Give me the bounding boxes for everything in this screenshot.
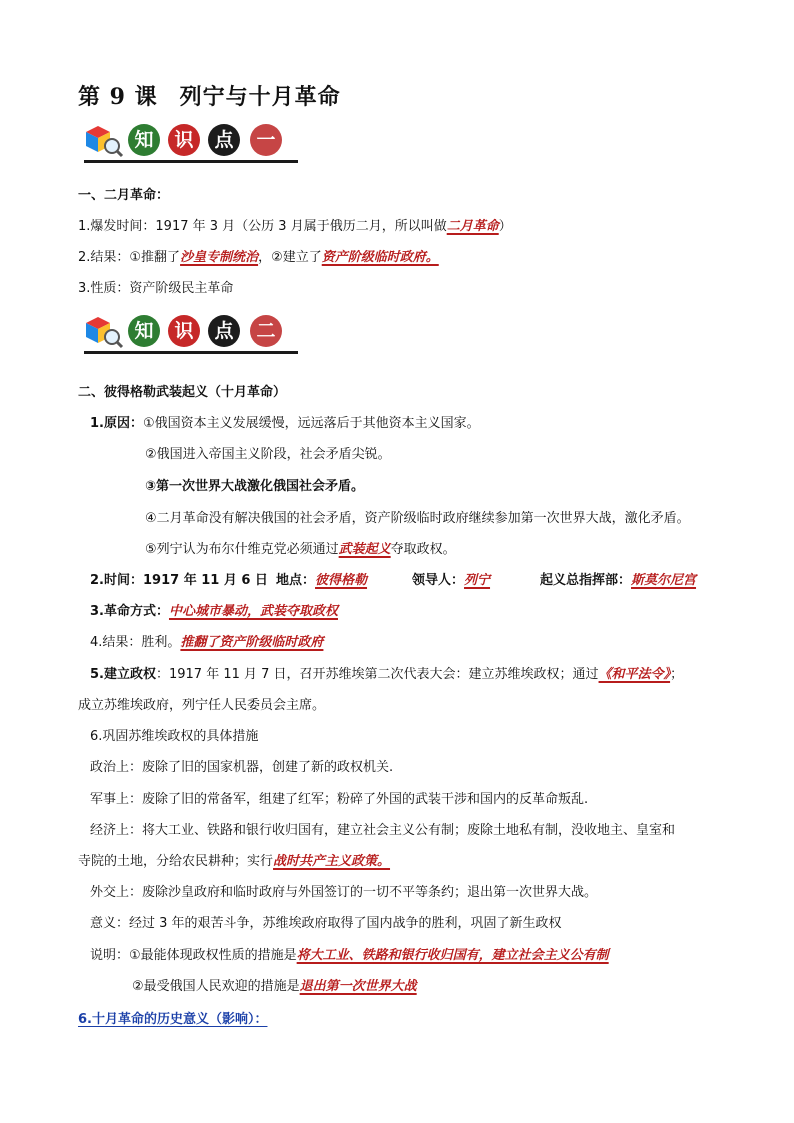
key-term: 推翻了资产阶级临时政府 xyxy=(180,635,324,650)
cause-line-4: ④二月革命没有解决俄国的社会矛盾，资产阶级临时政府继续参加第一次世界大战，激化矛盾。 xyxy=(145,511,690,526)
key-term: 斯莫尔尼宫 xyxy=(631,573,697,588)
measure-military: 军事上：废除了旧的常备军，组建了红军；粉碎了外国的武装干涉和国内的反革命叛乱. xyxy=(90,792,589,807)
time-item: 2.时间：1917 年 11 月 6 日 xyxy=(90,573,268,588)
key-term: 战时共产主义政策。 xyxy=(273,854,391,869)
place-item: 地点：彼得格勒 xyxy=(276,573,368,588)
section-3-heading: 6.十月革命的历史意义（影响）： xyxy=(78,1012,268,1027)
measure-economy-2: 寺院的土地，分给农民耕种；实行战时共产主义政策。 xyxy=(78,854,391,869)
banner-char-dian: 点 xyxy=(208,124,240,156)
key-term: 武装起义 xyxy=(338,542,391,557)
banner-char-zhi: 知 xyxy=(128,124,160,156)
banner-number-two: 二 xyxy=(250,315,282,347)
regime-line-1: 5.建立政权：1917 年 11 月 7 日，召开苏维埃第二次代表大会：建立苏维埃政权；通过《和平法令》； xyxy=(90,667,684,682)
banner-rule xyxy=(84,160,298,163)
key-term: 沙皇专制统治 xyxy=(180,250,259,265)
page-title xyxy=(78,80,341,111)
knowledge-point-banner-2 xyxy=(82,313,302,351)
cause-line-2: ②俄国进入帝国主义阶段，社会矛盾尖锐。 xyxy=(145,447,391,462)
note-line-1: 说明：①最能体现政权性质的措施是将大工业、铁路和银行收归国有，建立社会主义公有制 xyxy=(90,948,609,963)
section-1-heading: 一、二月革命： xyxy=(78,188,170,203)
cube-magnifier-icon xyxy=(82,313,126,349)
measure-politics: 政治上：废除了旧的国家机器，创建了新的政权机关. xyxy=(90,760,394,775)
key-term: 《和平法令》 xyxy=(598,667,671,682)
banner-number-one: 一 xyxy=(250,124,282,156)
key-term: 退出第一次世界大战 xyxy=(299,979,417,994)
key-term: 资产阶级临时政府。 xyxy=(321,250,439,265)
lesson-number: 第 9 课 xyxy=(78,84,158,110)
banner-char-dian: 点 xyxy=(208,315,240,347)
key-term: 二月革命 xyxy=(446,219,499,234)
s1-line-3: 3.性质：资产阶级民主革命 xyxy=(78,281,234,296)
measures-heading: 6.巩固苏维埃政权的具体措施 xyxy=(90,729,259,744)
cause-line-1: 1.原因：①俄国资本主义发展缓慢，远远落后于其他资本主义国家。 xyxy=(90,416,480,431)
lesson-name: 列宁与十月革命 xyxy=(179,84,341,110)
leader-item: 领导人：列宁 xyxy=(412,573,491,588)
section-2-heading: 二、彼得格勒武装起义（十月革命） xyxy=(78,385,287,400)
cause-line-5: ⑤列宁认为布尔什维克党必须通过武装起义夺取政权。 xyxy=(145,542,456,557)
key-term: 中心城市暴动，武装夺取政权 xyxy=(168,604,338,619)
measure-economy-1: 经济上：将大工业、铁路和银行收归国有，建立社会主义公有制；废除土地私有制，没收地主、皇室和 xyxy=(90,823,676,838)
note-line-2: ②最受俄国人民欢迎的措施是退出第一次世界大战 xyxy=(132,979,417,994)
measure-diplomacy: 外交上：废除沙皇政府和临时政府与外国签订的一切不平等条约；退出第一次世界大战。 xyxy=(90,885,598,900)
hq-item: 起义总指挥部：斯莫尔尼宫 xyxy=(540,573,697,588)
knowledge-point-banner-1 xyxy=(82,122,302,160)
regime-line-2: 成立苏维埃政府，列宁任人民委员会主席。 xyxy=(78,698,326,713)
result-item: 4.结果：胜利。推翻了资产阶级临时政府 xyxy=(90,635,324,650)
s1-line-2: 2.结果：①推翻了沙皇专制统治，②建立了资产阶级临时政府。 xyxy=(78,250,439,265)
banner-char-shi: 识 xyxy=(168,124,200,156)
key-term: 将大工业、铁路和银行收归国有，建立社会主义公有制 xyxy=(296,948,609,963)
method-item: 3.革命方式：中心城市暴动，武装夺取政权 xyxy=(90,604,338,619)
s1-line-1: 1.爆发时间：1917 年 3 月（公历 3 月属于俄历二月，所以叫做二月革命） xyxy=(78,219,512,234)
key-term: 彼得格勒 xyxy=(315,573,368,588)
cause-line-3: ③第一次世界大战激化俄国社会矛盾。 xyxy=(145,479,365,494)
banner-rule xyxy=(84,351,298,354)
significance-line: 意义：经过 3 年的艰苦斗争，苏维埃政府取得了国内战争的胜利，巩固了新生政权 xyxy=(90,916,562,931)
key-term: 列宁 xyxy=(464,573,491,588)
cube-magnifier-icon xyxy=(82,122,126,158)
banner-char-shi: 识 xyxy=(168,315,200,347)
banner-char-zhi: 知 xyxy=(128,315,160,347)
